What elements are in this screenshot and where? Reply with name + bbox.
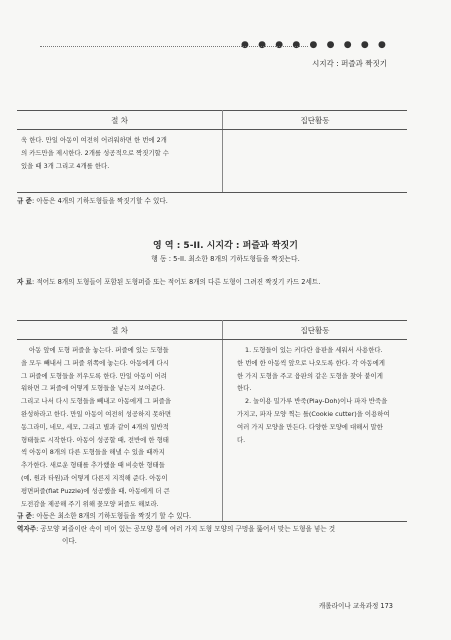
criterion-2-label: 규 준 bbox=[17, 512, 33, 520]
table2-procedure-line: 그리고 나서 다시 도형들을 빼내고 아동에게 그 퍼즐을 bbox=[21, 397, 172, 406]
header-divider bbox=[40, 46, 308, 47]
table2-procedure-line: 평면퍼즐(flat Puzzle)에 성공했을 때, 아동에게 더 큰 bbox=[21, 486, 170, 495]
table2-procedure-line: 추가한다. 새로운 형태를 추가했을 때 비슷한 형태들 bbox=[21, 461, 165, 470]
table2-procedure-cell bbox=[17, 340, 223, 522]
table2-procedure-line: 완성하라고 한다. 만일 아동이 여전히 성공하지 못하면 bbox=[21, 409, 172, 418]
table2-procedure-line: 아동 앞에 도형 퍼즐을 놓는다. 퍼즐에 있는 도형들 bbox=[29, 346, 169, 354]
section-label: 시지각 : 퍼즐과 짝짓기 bbox=[312, 59, 387, 68]
translator-note-text: : 공모양 퍼즐이란 속이 비어 있는 공모양 통에 여러 가지 도형 모양의 구멍을 뚫어서 맞는 도형을 넣는 것 bbox=[36, 525, 336, 533]
table2-header-procedure: 절 차 bbox=[17, 321, 223, 340]
table2-procedure-line: 그 퍼즐에 도형들을 끼우도록 한다. 만일 아동이 어려 bbox=[21, 371, 167, 380]
table2-group-line: 한 가지 도형을 주고 융판의 같은 도형을 찾아 붙이게 bbox=[237, 371, 383, 380]
table2-procedure-line: 도전감을 제공해 주기 위해 꽂모양 퍼즐도 해보라. bbox=[21, 499, 159, 508]
table2-procedure-line: (예, 원과 타원)과 어떻게 다른지 지적해 준다. 아동이 bbox=[21, 473, 168, 482]
table1-header-procedure: 절 차 bbox=[17, 111, 223, 130]
materials bbox=[17, 276, 320, 288]
table1-procedure-line: 욱 한다. 만일 아동이 여전히 어려워하면 한 번에 2개 bbox=[21, 136, 167, 144]
table2-group-line: 한 번에 한 아동씩 앞으로 나오도록 한다. 각 아동에게 bbox=[237, 358, 385, 367]
table2-group-line: 1. 도형들이 있는 커다란 융판을 세워서 사용한다. bbox=[245, 346, 383, 354]
header-dots: ● ● ● ● ● ● ● ● ● bbox=[241, 40, 389, 50]
table2-procedure-line: 동그라미, 네모, 세모, 그리고 별과 같이 4개의 일반적 bbox=[21, 422, 169, 431]
table2-group-line: 여러 가지 모양을 만든다. 다양한 모양에 대해서 말한 bbox=[237, 422, 383, 431]
criterion-2-text: : 아동은 최소한 8개의 기하도형들을 짝짓기 할 수 있다. bbox=[32, 512, 192, 520]
table1-procedure-cell bbox=[17, 130, 223, 193]
section-title: 영 역 : 5-II. 시지각 : 퍼즐과 짝짓기 bbox=[153, 241, 298, 251]
table2-group-line: 가지고, 파자 모양 찍는 틀(Cookie cutter)을 이용하여 bbox=[237, 409, 390, 418]
criterion-1 bbox=[17, 195, 168, 207]
table1-procedure-line: 의 카드만을 제시한다. 2개를 성공적으로 짝짓기할 수 bbox=[21, 148, 169, 157]
materials-text: : 적어도 8개의 도형들이 포함된 도형퍼즐 또는 적어도 8개의 다른 도형이 그려진 짝짓기 카드 2세트. bbox=[32, 278, 321, 286]
table2-procedure-line: 을 모두 빼내서 그 퍼즐 위쪽에 놓는다. 아동에게 다시 bbox=[21, 358, 169, 367]
procedure-table-1 bbox=[17, 110, 407, 193]
table1-header-group-activity: 집단활동 bbox=[223, 111, 408, 130]
translator-note-continued: 이다. bbox=[62, 537, 77, 545]
table2-group-cell bbox=[223, 340, 408, 522]
criterion-1-text: : 아동은 4개의 기하도형들을 짝짓기할 수 있다. bbox=[32, 197, 168, 205]
table2-procedure-line: 형태들로 시작한다. 아동이 성공할 때, 전반에 한 형태 bbox=[21, 435, 169, 444]
translator-note-label: 역자주 bbox=[17, 525, 37, 533]
table2-group-line: 2. 놀이용 밀가루 반죽(Play-Doh)이나 파자 반죽을 bbox=[245, 397, 388, 406]
table2-procedure-line: 워하면 그 퍼즐에 어떻게 도형들을 넣는지 보여준다. bbox=[21, 384, 165, 393]
table2-group-line: 다. bbox=[237, 435, 246, 444]
procedure-table-2 bbox=[17, 320, 407, 522]
translator-note bbox=[17, 523, 335, 535]
table2-group-line: 한다. bbox=[237, 384, 252, 393]
materials-label: 자 료 bbox=[17, 278, 33, 286]
section-subtitle: 행 동 : 5-II. 최소한 8개의 기하도형들을 짝짓는다. bbox=[151, 255, 300, 263]
criterion-2 bbox=[17, 510, 191, 522]
criterion-1-label: 규 준 bbox=[17, 197, 33, 205]
page-footer: 캐롤라이나 교육과정 173 bbox=[318, 602, 393, 610]
table2-header-group-activity: 집단활동 bbox=[223, 321, 408, 340]
table2-procedure-line: 씩 아동이 8개의 다른 도형들을 해낼 수 있을 때까지 bbox=[21, 448, 165, 457]
table1-procedure-line: 있을 때 3개 그리고 4개를 한다. bbox=[21, 161, 110, 170]
table1-group-cell bbox=[223, 130, 408, 193]
